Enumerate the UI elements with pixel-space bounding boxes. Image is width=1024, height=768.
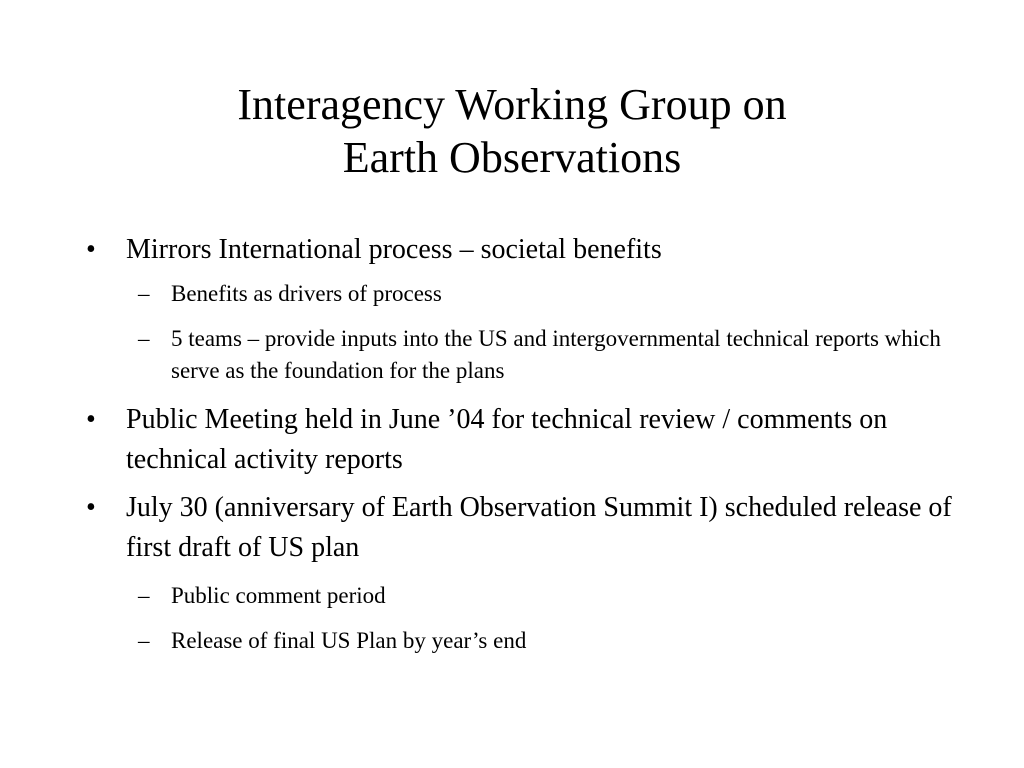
title-line-2: Earth Observations xyxy=(342,133,682,182)
bullet-item-3 xyxy=(86,488,966,568)
dash-marker: – xyxy=(138,326,150,351)
slide-title xyxy=(0,78,1024,184)
bullet-marker: • xyxy=(86,234,96,265)
bullet-text: Mirrors International process – societal benefits xyxy=(126,234,662,265)
bullet-text: Public Meeting held in June ’04 for technical review / comments on technical activity reports xyxy=(126,404,888,475)
sub-text: 5 teams – provide inputs into the US and intergovernmental technical reports which serve as the foundation for the plans xyxy=(171,326,941,383)
sub-text: Benefits as drivers of process xyxy=(171,281,442,306)
dash-marker: – xyxy=(138,583,150,608)
bullet-item-2 xyxy=(86,400,966,480)
bullet-marker: • xyxy=(86,492,96,523)
slide-body xyxy=(86,230,966,670)
bullet-text: July 30 (anniversary of Earth Observation Summit I) scheduled release of first draft of US plan xyxy=(126,492,952,563)
title-line-1: Interagency Working Group on xyxy=(237,80,787,129)
sub-text: Release of final US Plan by year’s end xyxy=(171,628,527,653)
sub-item-1-2 xyxy=(86,323,966,387)
bullet-marker: • xyxy=(86,404,96,435)
sub-item-3-2 xyxy=(86,625,966,657)
dash-marker: – xyxy=(138,628,150,653)
bullet-item-1 xyxy=(86,230,966,270)
sub-text: Public comment period xyxy=(171,583,386,608)
sub-item-3-1 xyxy=(86,580,966,612)
dash-marker: – xyxy=(138,281,150,306)
sub-item-1-1 xyxy=(86,278,966,310)
